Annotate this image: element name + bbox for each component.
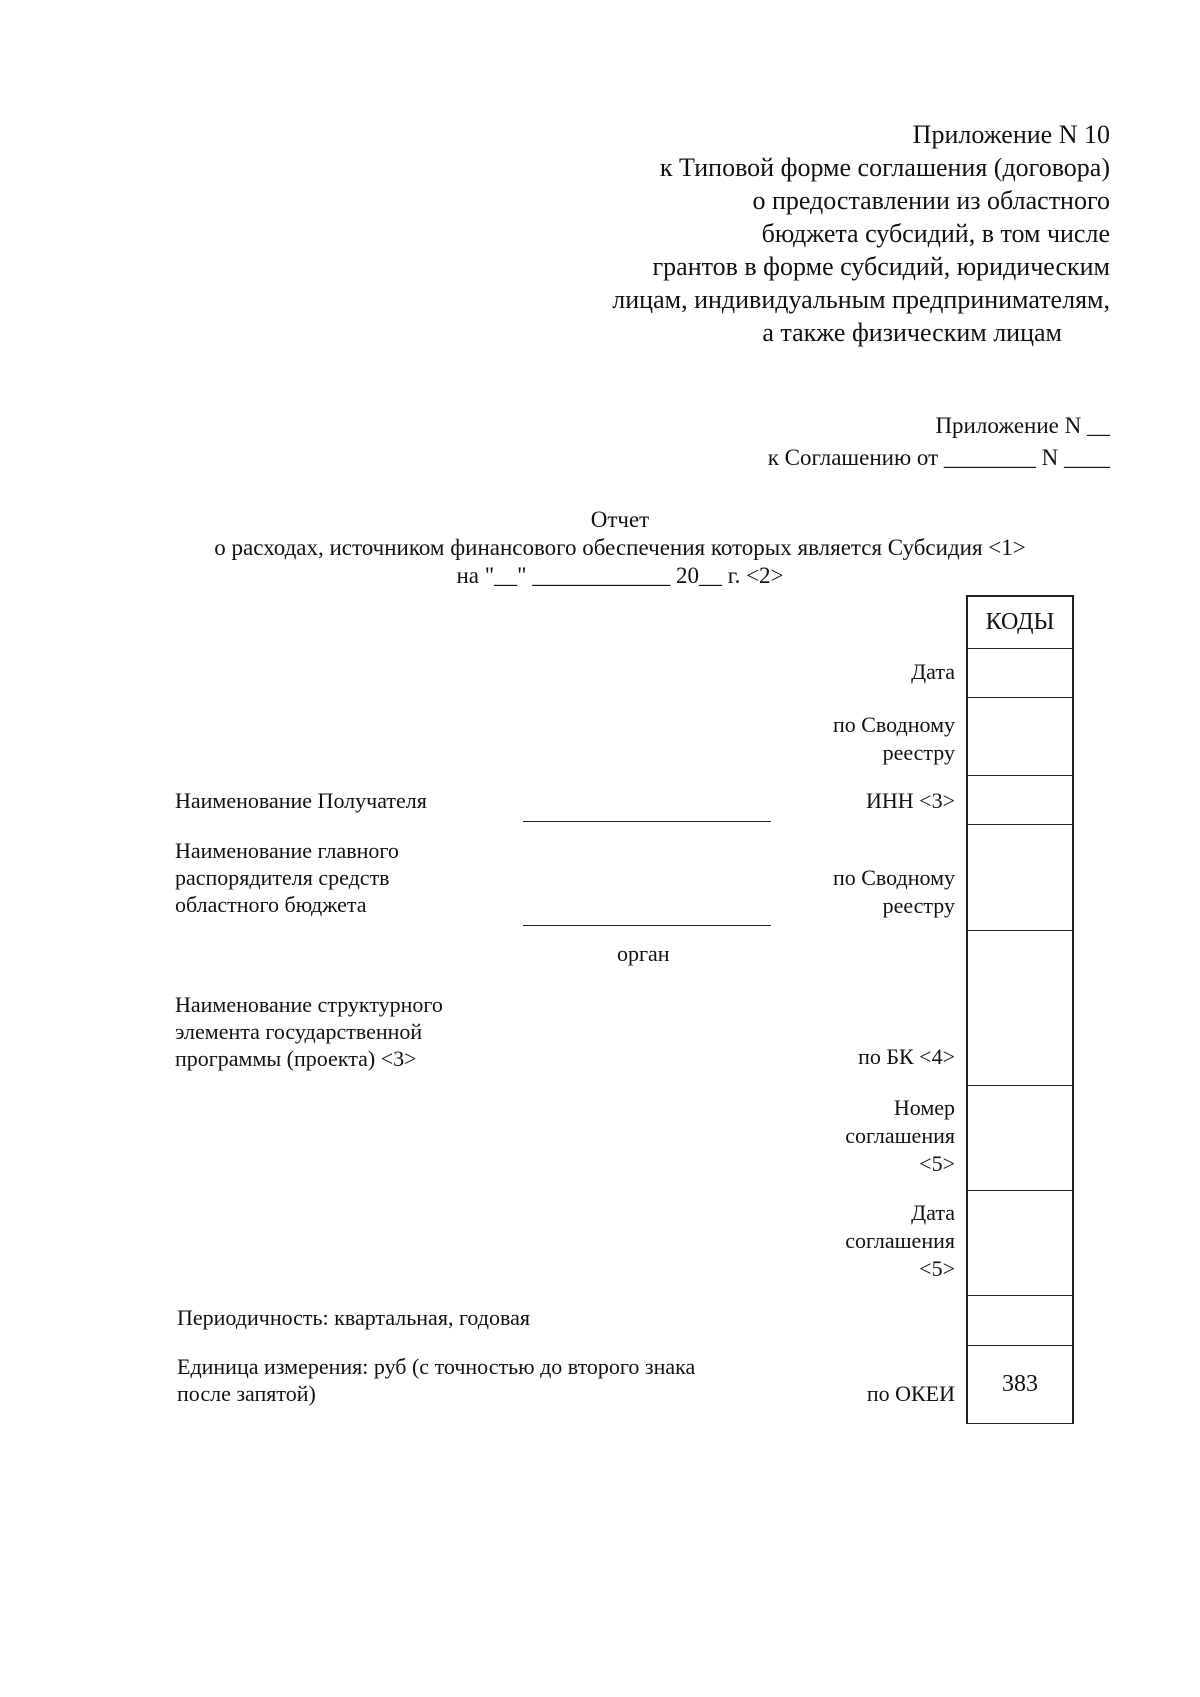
agreement-appendix [768,410,1110,474]
header-line: лицам, индивидуальным предпринимателям, [612,285,1110,314]
label-agreement-date-line: <5> [919,1256,955,1281]
label-agreement-number-line: Номер [893,1095,955,1120]
label-main-manager-line: областного бюджета [175,892,367,917]
label-agreement-date-line: соглашения [845,1228,955,1253]
header-line: а также физическим лицам [762,318,1062,347]
label-date: Дата [911,659,955,684]
label-main-manager-line: Наименование главного [175,838,399,863]
label-main-manager-line: распорядителя средств [175,865,390,890]
header-line: о предоставлении из областного [752,186,1110,215]
code-cell-date[interactable] [968,649,1072,698]
label-organ: орган [617,941,670,966]
label-structural-element-line: Наименование структурного [175,992,443,1017]
label-inn: ИНН <3> [866,788,955,813]
label-okei: по ОКЕИ [866,1381,955,1406]
header-line: к Типовой форме соглашения (договора) [659,153,1110,182]
label-agreement-date [845,1199,955,1283]
label-unit-line: Единица измерения: руб (с точностью до второго знака [177,1354,696,1379]
appendix-number: Приложение N __ [935,413,1110,438]
label-structural-element-line: элемента государственной [175,1019,423,1044]
header-line: бюджета субсидий, в том числе [761,219,1110,248]
label-structural-element [175,991,443,1072]
code-cell-inn[interactable] [968,776,1072,825]
report-title-word: Отчет [590,507,650,532]
code-cell-svod-gr[interactable] [968,825,1072,931]
label-periodicity: Периодичность: квартальная, годовая [177,1305,530,1330]
label-agreement-number [845,1094,955,1178]
code-cell-periodicity[interactable] [968,1296,1072,1346]
label-svod-recipient [833,711,955,767]
label-bk: по БК <4> [858,1044,955,1069]
label-recipient: Наименование Получателя [175,788,427,813]
label-unit [177,1353,695,1407]
code-cell-bk[interactable] [968,931,1072,1086]
report-title [0,506,1200,590]
main-manager-fill-line[interactable] [523,925,771,926]
code-cell-okei: 383 [968,1346,1072,1424]
recipient-fill-line[interactable] [523,821,771,822]
code-cell-svod-recipient[interactable] [968,698,1072,776]
codes-table [966,595,1074,1424]
appendix-agreement-ref: к Соглашению от ________ N ____ [767,445,1110,470]
label-agreement-number-line: соглашения [845,1123,955,1148]
label-svod-gr-line: по Сводному [832,865,955,890]
label-structural-element-line: программы (проекта) <3> [175,1046,417,1071]
document-header [612,118,1110,349]
code-cell-agreement-date[interactable] [968,1191,1072,1296]
label-svod-gr-line: реестру [882,893,955,918]
label-agreement-date-line: Дата [911,1200,955,1225]
label-unit-line: после запятой) [177,1381,316,1406]
report-title-date: на "__" ____________ 20__ г. <2> [456,563,784,588]
codes-header: КОДЫ [968,597,1072,649]
header-line: Приложение N 10 [912,120,1110,149]
label-svod-recipient-line: по Сводному [832,712,955,737]
report-title-subject: о расходах, источником финансового обеспечения которых является Субсидия <1> [214,535,1026,560]
label-svod-gr [833,864,955,920]
code-cell-agreement-number[interactable] [968,1086,1072,1191]
label-svod-recipient-line: реестру [882,740,955,765]
header-line: грантов в форме субсидий, юридическим [652,252,1110,281]
label-agreement-number-line: <5> [919,1151,955,1176]
label-main-manager [175,837,399,918]
